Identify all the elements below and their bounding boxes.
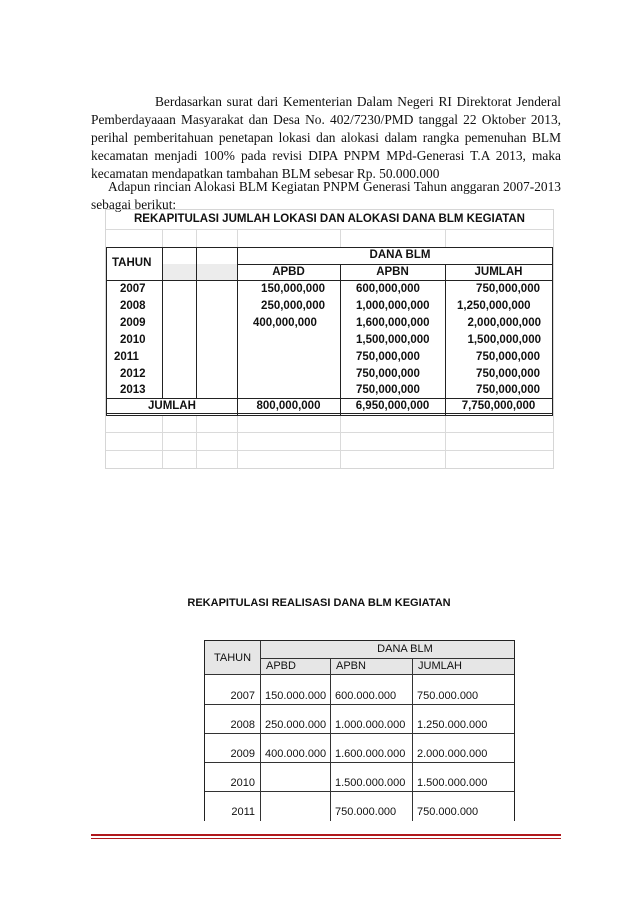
table2-row-tahun: 2008 [230,719,255,731]
table1-row-apbd: 150,000,000 [261,283,325,295]
table2-row-apbd: 250.000.000 [265,719,327,731]
table1-row-jumlah: 750,000,000 [476,283,540,295]
table1-row-jumlah: 750,000,000 [476,351,540,363]
footer-rule-thin [91,838,561,839]
table2-row-apbd: 150.000.000 [265,690,327,702]
realization-table [204,640,515,821]
table1-row-tahun: 2010 [120,334,146,346]
table1-row-jumlah: 2,000,000,000 [467,317,541,329]
table1-row-jumlah: 1,500,000,000 [467,334,541,346]
table1-row-apbd: 400,000,000 [253,317,317,329]
table1-row-tahun: 2007 [120,283,146,295]
table1-total-jumlah: 7,750,000,000 [461,400,536,412]
table2-row-jumlah: 750.000.000 [417,806,479,818]
table1-row-jumlah: 750,000,000 [476,384,540,396]
table1-row-apbn: 750,000,000 [356,351,420,363]
table2-col-jumlah: JUMLAH [418,660,463,672]
table1-row-apbn: 750,000,000 [356,368,420,380]
table1-row-apbd: 250,000,000 [261,300,325,312]
table1-row-jumlah: 750,000,000 [476,368,540,380]
intro-paragraph: Berdasarkan surat dari Kementerian Dalam Negeri RI Direktorat Jenderal Pemberdayaaan Masyarakat dan Desa No. 402/7230/PMD tanggal 22 Oktober 2013, perihal pemberitahuan penetapan lokasi dan alokasi dalam rangka pemenuhan BLM kecamatan menjadi 100% pada revisi DIPA PNPM MPd-Generasi T.A 2013, maka kecamatan mendapatkan tambahan BLM sebesar Rp. 50.000.000 [91,94,561,181]
table1-row-apbn: 1,600,000,000 [356,317,430,329]
table2-row-apbn: 600.000.000 [335,690,397,702]
table1-row-jumlah: 1,250,000,000 [457,300,531,312]
allocation-paragraph: Adapun rincian Alokasi BLM Kegiatan PNPM Generasi Tahun anggaran 2007-2013 sebagai berikut: [91,179,561,212]
table2-row-apbn: 1.600.000.000 [335,748,406,760]
table1-row-apbn: 1,000,000,000 [356,300,430,312]
table2-row-apbn: 1.500.000.000 [335,777,406,789]
table1-total-apbn: 6,950,000,000 [355,400,430,412]
table1-row-apbn: 1,500,000,000 [356,334,430,346]
table1-title: REKAPITULASI JUMLAH LOKASI DAN ALOKASI DANA BLM KEGIATAN [134,213,525,225]
table2-col-apbn: APBN [336,660,366,672]
footer-rule [91,834,561,836]
table1-row-apbn: 600,000,000 [356,283,420,295]
table2-row-apbd: 400.000.000 [265,748,327,760]
table2-row-jumlah: 1.500.000.000 [417,777,488,789]
table2-row-jumlah: 2.000.000.000 [417,748,488,760]
table1-group-header: DANA BLM [369,249,431,261]
table2-row-jumlah: 1.250.000.000 [417,719,488,731]
table1-total-apbd: 800,000,000 [256,400,321,412]
table1-row-apbn: 750,000,000 [356,384,420,396]
table1-col-tahun: TAHUN [112,257,152,269]
table2-row-tahun: 2010 [230,777,255,789]
table2-row-jumlah: 750.000.000 [417,690,479,702]
table2-row-apbn: 1.000.000.000 [335,719,406,731]
table1-total-label: JUMLAH [148,400,196,412]
table1-col-apbn: APBN [376,266,409,278]
table2-title: REKAPITULASI REALISASI DANA BLM KEGIATAN [187,597,451,609]
table1-row-tahun: 2009 [120,317,146,329]
table1-row-tahun: 2012 [120,368,146,380]
table1-row-tahun: 2013 [120,384,146,396]
table1-row-tahun: 2011 [114,351,139,363]
table1-col-jumlah: JUMLAH [474,266,523,278]
table2-col-apbd: APBD [266,660,296,672]
table1-row-tahun: 2008 [120,300,146,312]
table2-group-header: DANA BLM [377,643,433,655]
table2-row-tahun: 2011 [231,806,255,818]
table1-col-apbd: APBD [272,266,305,278]
allocation-table [105,209,554,469]
table2-row-tahun: 2007 [230,690,255,702]
table2-row-tahun: 2009 [230,748,255,760]
table2-col-tahun: TAHUN [213,652,252,664]
table2-row-apbn: 750.000.000 [335,806,397,818]
